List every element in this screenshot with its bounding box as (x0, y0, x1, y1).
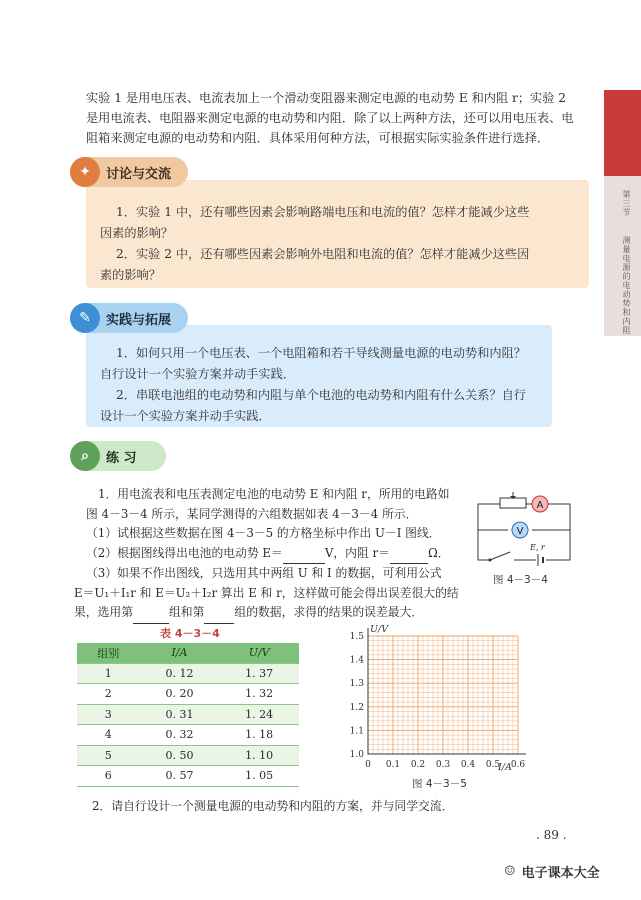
grid-y-tick: 1.5 (349, 632, 364, 642)
discussion-q1-line1: 1．实验 1 中，还有哪些因素会影响路端电压和电流的值？怎样才能减少这些 (116, 205, 530, 219)
exercise-1b-mid: V，内阻 r＝ (324, 545, 390, 560)
exercise-2: 2．请自行设计一个测量电源的电动势和内阻的方案，并与同学交流． (92, 799, 454, 813)
exercise-1-line2: 图 4－3－4 所示，某同学测得的六组数据如表 4－3－4 所示． (86, 506, 418, 521)
exercise-1c-post: 组的数据，求得的结果的误差最大． (234, 605, 424, 619)
table-header: 组别 (77, 643, 140, 663)
table-header: U/V (219, 643, 299, 663)
table-header-row (77, 643, 299, 663)
exercise-1-line1: 1．用电流表和电压表测定电池的电动势 E 和内阻 r，所用的电路如 (98, 487, 450, 501)
grid-y-tick: 1.4 (349, 655, 364, 666)
grid-x-tick: 0.5 (485, 760, 501, 770)
blank-group-1[interactable] (133, 603, 169, 624)
blank-group-2[interactable] (204, 603, 234, 624)
cell: 0. 20 (140, 684, 220, 705)
discussion-q1-line2: 因素的影响？ (100, 226, 174, 240)
page-number: . 89 . (536, 828, 567, 842)
graph-paper (340, 620, 530, 790)
cell: 6 (77, 766, 140, 787)
intro-line-3: 阻箱来测定电源的电动势和内阻．具体采用何种方法，可根据实际实验条件进行选择． (86, 131, 550, 145)
cell: 0. 12 (140, 663, 220, 684)
grid-x-tick: 0.2 (410, 760, 426, 770)
table-row (77, 725, 299, 746)
discussion-badge-label: 讨论与交流 (106, 166, 172, 182)
table-row (77, 663, 299, 684)
source-label: E, r (530, 543, 545, 552)
side-tab-title: 测量电源的电动势和内阻 (622, 236, 631, 335)
blank-resistance[interactable] (390, 544, 428, 565)
pencil-ruler-icon: ✎ (70, 303, 100, 333)
voltmeter-label: V (516, 526, 524, 537)
discussion-badge (70, 157, 188, 187)
grid-y-label: U/V (370, 624, 389, 635)
practice-p2-line2: 设计一个实验方案并动手实践． (100, 409, 271, 423)
grid-caption: 图 4－3－5 (412, 778, 467, 790)
lightbulb-icon: ✦ (70, 157, 100, 187)
side-tab (604, 176, 641, 336)
side-tab-section: 第三节 (622, 190, 631, 217)
grid-y-tick: 1.3 (349, 679, 364, 690)
practice-p1-line1: 1．如何只用一个电压表、一个电阻箱和若干导线测量电源的电动势和内阻？ (116, 346, 526, 360)
grid-y-tick: 1.2 (349, 702, 364, 713)
data-table (77, 643, 299, 787)
discussion-q2-line2: 素的影响？ (100, 268, 161, 282)
grid-x-tick: 0.4 (460, 760, 476, 770)
intro-line-1: 实验 1 是用电压表、电流表加上一个滑动变阻器来测定电源的电动势 E 和内阻 r；实验 2 (86, 91, 567, 105)
cell: 1. 05 (219, 766, 299, 787)
cell: 2 (77, 684, 140, 705)
discussion-content (100, 202, 578, 286)
intro-line-2: 是用电流表、电阻器来测定电源的电动势和内阻．除了以上两种方法，还可以用电压表、电 (86, 111, 574, 125)
cell: 0. 32 (140, 725, 220, 746)
practice-box (86, 325, 552, 427)
exercise-1c-line2: E＝U₁＋I₁r 和 E＝U₂＋I₂r 算出 E 和 r，这样做可能会得出误差很大的结 (74, 585, 459, 600)
discussion-box (86, 180, 589, 288)
blank-emf[interactable] (283, 544, 325, 565)
exercise-badge (70, 441, 166, 471)
practice-badge (70, 303, 188, 333)
ammeter-label: A (536, 500, 544, 511)
grid-y-tick: 1.1 (349, 726, 364, 737)
cell: 0. 57 (140, 766, 220, 787)
exercise-1b (86, 544, 476, 565)
table-row (77, 704, 299, 725)
cell: 1. 18 (219, 725, 299, 746)
grid-x-tick: 0.6 (510, 760, 526, 770)
practice-content (100, 343, 546, 427)
cell: 1 (77, 663, 140, 684)
exercise-1b-pre: （2）根据图线得出电池的电动势 E＝ (86, 545, 283, 560)
rheostat-icon (500, 498, 526, 508)
account-watermark (504, 862, 600, 881)
grid-x-label: I/A (498, 762, 512, 773)
practice-p1-line2: 自行设计一个实验方案并动手实践． (100, 367, 295, 381)
practice-badge-label: 实践与拓展 (106, 312, 172, 328)
grid-x-tick: 0.1 (385, 760, 401, 770)
cell: 4 (77, 725, 140, 746)
cell: 1. 10 (219, 745, 299, 766)
cell: 0. 31 (140, 704, 220, 725)
exercise-1a: （1）试根据这些数据在图 4－3－5 的方格坐标中作出 U－I 图线． (86, 526, 441, 540)
grid-lines (368, 628, 526, 754)
practice-p2-line1: 2．串联电池组的电动势和内阻与单个电池的电动势和内阻有什么关系？自行 (116, 388, 526, 402)
table-row (77, 684, 299, 705)
table-title: 表 4－3－4 (160, 627, 220, 640)
table-row (77, 766, 299, 787)
exercise-1c-pre: 果，选用第 (74, 605, 133, 619)
exercise-1c-mid: 组和第 (169, 605, 205, 619)
magnifier-icon: ⌕ (70, 441, 100, 471)
cell: 1. 24 (219, 704, 299, 725)
exercise-1b-post: Ω． (427, 545, 450, 560)
discussion-q2-line1: 2．实验 2 中，还有哪些因素会影响外电阻和电流的值？怎样才能减少这些因 (116, 247, 530, 261)
grid-x-tick: 0 (365, 760, 371, 770)
table-header: I/A (140, 643, 220, 663)
exercise-badge-label: 练 习 (106, 450, 137, 466)
cell: 1. 32 (219, 684, 299, 705)
exercise-1c-line1: （3）如果不作出图线，只选用其中两组 U 和 I 的数据，可利用公式 (86, 566, 442, 580)
cell: 0. 50 (140, 745, 220, 766)
account-name: 电子课本大全 (521, 866, 600, 881)
cell: 3 (77, 704, 140, 725)
side-tab-accent (604, 90, 641, 176)
cell: 5 (77, 745, 140, 766)
wechat-icon: ☺ (504, 864, 516, 879)
exercise-content (74, 485, 476, 624)
grid-x-tick: 0.3 (435, 760, 451, 770)
table-row (77, 745, 299, 766)
circuit-caption: 图 4－3－4 (493, 574, 548, 586)
circuit-diagram (470, 488, 580, 568)
intro-paragraph (86, 88, 586, 148)
cell: 1. 37 (219, 663, 299, 684)
grid-y-tick: 1.0 (349, 750, 364, 760)
